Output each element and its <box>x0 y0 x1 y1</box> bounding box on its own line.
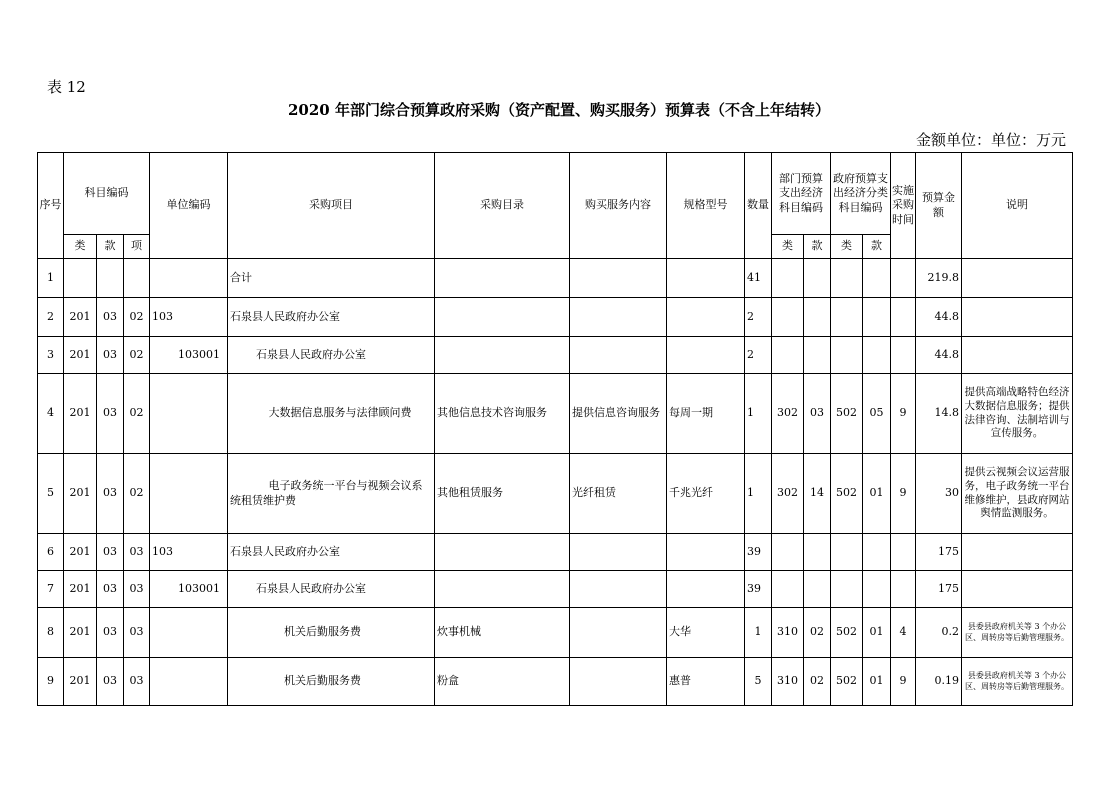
cell-qty: 1 <box>745 374 772 454</box>
header-amount: 预算金额 <box>916 153 962 259</box>
cell-service <box>570 337 667 374</box>
cell-xiang <box>124 259 150 298</box>
cell-xiang: 03 <box>124 608 150 658</box>
cell-qty: 1 <box>745 454 772 534</box>
cell-dept-lei <box>772 337 804 374</box>
cell-seq: 2 <box>38 298 64 337</box>
cell-spec <box>667 259 745 298</box>
cell-seq: 4 <box>38 374 64 454</box>
header-service: 购买服务内容 <box>570 153 667 259</box>
amount-unit-label: 金额单位：单位：万元 <box>915 131 1066 149</box>
table-row <box>38 259 1073 298</box>
cell-spec <box>667 534 745 571</box>
cell-dept-kuan: 02 <box>804 658 831 706</box>
cell-kuan: 03 <box>97 337 124 374</box>
cell-amount: 44.8 <box>916 298 962 337</box>
cell-gov-kuan <box>863 571 891 608</box>
cell-note: 提供高端战略特色经济大数据信息服务；提供法律咨询、法制培训与宣传服务。 <box>962 374 1073 454</box>
cell-lei: 201 <box>64 571 97 608</box>
cell-xiang: 02 <box>124 298 150 337</box>
cell-seq: 3 <box>38 337 64 374</box>
cell-catalog <box>435 259 570 298</box>
cell-service: 光纤租赁 <box>570 454 667 534</box>
cell-spec: 大华 <box>667 608 745 658</box>
cell-note: 提供云视频会议运营服务，电子政务统一平台维修维护，县政府网站舆情监测服务。 <box>962 454 1073 534</box>
table-row <box>38 298 1073 337</box>
table-row <box>38 337 1073 374</box>
header-dept-econ-code: 部门预算支出经济科目编码 <box>772 153 831 235</box>
cell-amount: 0.2 <box>916 608 962 658</box>
cell-lei: 201 <box>64 374 97 454</box>
cell-catalog <box>435 534 570 571</box>
cell-gov-lei <box>831 259 863 298</box>
header-subject-code: 科目编码 <box>64 153 150 235</box>
cell-kuan: 03 <box>97 658 124 706</box>
cell-note <box>962 534 1073 571</box>
cell-catalog: 炊事机械 <box>435 608 570 658</box>
cell-dept-kuan <box>804 259 831 298</box>
cell-unit-code <box>150 259 228 298</box>
cell-unit-code <box>150 374 228 454</box>
cell-seq: 9 <box>38 658 64 706</box>
cell-gov-lei: 502 <box>831 374 863 454</box>
cell-spec: 千兆光纤 <box>667 454 745 534</box>
cell-note <box>962 337 1073 374</box>
cell-catalog: 其他租赁服务 <box>435 454 570 534</box>
cell-amount: 44.8 <box>916 337 962 374</box>
table-header-row <box>38 153 1073 235</box>
cell-project: 石泉县人民政府办公室 <box>228 571 435 608</box>
cell-gov-kuan: 05 <box>863 374 891 454</box>
cell-gov-kuan <box>863 534 891 571</box>
cell-project: 机关后勤服务费 <box>228 608 435 658</box>
subheader-gov-lei: 类 <box>831 235 863 259</box>
cell-gov-lei <box>831 298 863 337</box>
cell-qty: 2 <box>745 298 772 337</box>
cell-amount: 175 <box>916 534 962 571</box>
cell-note: 县委县政府机关等 3 个办公区、周转房等后勤管理服务。 <box>962 608 1073 658</box>
cell-note: 县委县政府机关等 3 个办公区、周转房等后勤管理服务。 <box>962 658 1073 706</box>
cell-unit-code <box>150 454 228 534</box>
cell-unit-code: 103 <box>150 298 228 337</box>
cell-xiang: 03 <box>124 658 150 706</box>
cell-kuan: 03 <box>97 608 124 658</box>
cell-seq: 1 <box>38 259 64 298</box>
cell-project: 石泉县人民政府办公室 <box>228 298 435 337</box>
cell-unit-code <box>150 608 228 658</box>
cell-gov-kuan: 01 <box>863 608 891 658</box>
cell-spec <box>667 337 745 374</box>
cell-amount: 175 <box>916 571 962 608</box>
cell-impl-time <box>891 337 916 374</box>
cell-catalog <box>435 298 570 337</box>
cell-lei <box>64 259 97 298</box>
cell-dept-lei: 310 <box>772 608 804 658</box>
cell-amount: 14.8 <box>916 374 962 454</box>
cell-impl-time: 9 <box>891 658 916 706</box>
cell-service <box>570 298 667 337</box>
cell-xiang: 02 <box>124 337 150 374</box>
cell-dept-lei: 302 <box>772 454 804 534</box>
cell-dept-lei: 310 <box>772 658 804 706</box>
cell-spec: 每周一期 <box>667 374 745 454</box>
table-number: 表 12 <box>47 78 86 96</box>
cell-gov-lei: 502 <box>831 658 863 706</box>
cell-kuan: 03 <box>97 374 124 454</box>
header-seq: 序号 <box>38 153 64 259</box>
cell-amount: 30 <box>916 454 962 534</box>
cell-dept-lei: 302 <box>772 374 804 454</box>
cell-gov-lei <box>831 534 863 571</box>
cell-dept-kuan: 03 <box>804 374 831 454</box>
cell-dept-kuan <box>804 571 831 608</box>
cell-catalog: 其他信息技术咨询服务 <box>435 374 570 454</box>
table-row <box>38 571 1073 608</box>
cell-note <box>962 571 1073 608</box>
cell-kuan: 03 <box>97 534 124 571</box>
cell-service <box>570 571 667 608</box>
cell-lei: 201 <box>64 534 97 571</box>
cell-dept-lei <box>772 534 804 571</box>
cell-xiang: 02 <box>124 454 150 534</box>
cell-gov-kuan <box>863 337 891 374</box>
cell-unit-code: 103 <box>150 534 228 571</box>
header-note: 说明 <box>962 153 1073 259</box>
cell-gov-lei: 502 <box>831 454 863 534</box>
cell-unit-code <box>150 658 228 706</box>
cell-kuan: 03 <box>97 298 124 337</box>
cell-dept-kuan <box>804 534 831 571</box>
cell-kuan <box>97 259 124 298</box>
cell-gov-lei <box>831 571 863 608</box>
header-catalog: 采购目录 <box>435 153 570 259</box>
cell-impl-time <box>891 571 916 608</box>
table-row <box>38 658 1073 706</box>
cell-dept-kuan: 02 <box>804 608 831 658</box>
cell-gov-kuan: 01 <box>863 454 891 534</box>
cell-gov-kuan <box>863 259 891 298</box>
cell-qty: 5 <box>745 658 772 706</box>
cell-project: 合计 <box>228 259 435 298</box>
cell-impl-time: 9 <box>891 454 916 534</box>
subheader-dept-lei: 类 <box>772 235 804 259</box>
header-unit-code: 单位编码 <box>150 153 228 259</box>
cell-catalog <box>435 571 570 608</box>
cell-gov-lei: 502 <box>831 608 863 658</box>
document-title: 2020 年部门综合预算政府采购（资产配置、购买服务）预算表（不含上年结转） <box>288 101 830 119</box>
cell-service <box>570 259 667 298</box>
table-row <box>38 374 1073 454</box>
cell-amount: 0.19 <box>916 658 962 706</box>
cell-lei: 201 <box>64 337 97 374</box>
cell-project: 大数据信息服务与法律顾问费 <box>228 374 435 454</box>
cell-qty: 39 <box>745 534 772 571</box>
cell-seq: 5 <box>38 454 64 534</box>
subheader-dept-kuan: 款 <box>804 235 831 259</box>
cell-dept-lei <box>772 571 804 608</box>
cell-note <box>962 259 1073 298</box>
cell-seq: 8 <box>38 608 64 658</box>
cell-dept-kuan: 14 <box>804 454 831 534</box>
cell-impl-time <box>891 259 916 298</box>
header-qty: 数量 <box>745 153 772 259</box>
cell-catalog: 粉盒 <box>435 658 570 706</box>
subheader-kuan: 款 <box>97 235 124 259</box>
subheader-gov-kuan: 款 <box>863 235 891 259</box>
cell-xiang: 02 <box>124 374 150 454</box>
header-impl-time: 实施采购时间 <box>891 153 916 259</box>
cell-seq: 6 <box>38 534 64 571</box>
subheader-xiang: 项 <box>124 235 150 259</box>
cell-project: 石泉县人民政府办公室 <box>228 337 435 374</box>
cell-note <box>962 298 1073 337</box>
cell-unit-code: 103001 <box>150 337 228 374</box>
cell-dept-lei <box>772 259 804 298</box>
cell-project: 石泉县人民政府办公室 <box>228 534 435 571</box>
cell-catalog <box>435 337 570 374</box>
cell-lei: 201 <box>64 298 97 337</box>
cell-qty: 39 <box>745 571 772 608</box>
cell-unit-code: 103001 <box>150 571 228 608</box>
cell-qty: 2 <box>745 337 772 374</box>
cell-xiang: 03 <box>124 534 150 571</box>
cell-gov-kuan: 01 <box>863 658 891 706</box>
cell-spec: 惠普 <box>667 658 745 706</box>
cell-kuan: 03 <box>97 571 124 608</box>
table-row <box>38 454 1073 534</box>
cell-service <box>570 658 667 706</box>
cell-service <box>570 608 667 658</box>
cell-impl-time: 4 <box>891 608 916 658</box>
cell-service <box>570 534 667 571</box>
cell-lei: 201 <box>64 658 97 706</box>
subheader-lei: 类 <box>64 235 97 259</box>
cell-spec <box>667 298 745 337</box>
table-row <box>38 534 1073 571</box>
cell-impl-time: 9 <box>891 374 916 454</box>
cell-lei: 201 <box>64 608 97 658</box>
cell-amount: 219.8 <box>916 259 962 298</box>
cell-project: 机关后勤服务费 <box>228 658 435 706</box>
cell-dept-kuan <box>804 298 831 337</box>
cell-dept-kuan <box>804 337 831 374</box>
cell-qty: 1 <box>745 608 772 658</box>
cell-gov-lei <box>831 337 863 374</box>
cell-spec <box>667 571 745 608</box>
cell-service: 提供信息咨询服务 <box>570 374 667 454</box>
header-spec: 规格型号 <box>667 153 745 259</box>
procurement-budget-table <box>37 152 1073 706</box>
cell-impl-time <box>891 298 916 337</box>
cell-dept-lei <box>772 298 804 337</box>
header-project: 采购项目 <box>228 153 435 259</box>
cell-impl-time <box>891 534 916 571</box>
cell-qty: 41 <box>745 259 772 298</box>
cell-project: 电子政务统一平台与视频会议系统租赁维护费 <box>228 454 435 534</box>
cell-gov-kuan <box>863 298 891 337</box>
cell-kuan: 03 <box>97 454 124 534</box>
table-row <box>38 608 1073 658</box>
cell-lei: 201 <box>64 454 97 534</box>
cell-seq: 7 <box>38 571 64 608</box>
cell-xiang: 03 <box>124 571 150 608</box>
header-gov-econ-code: 政府预算支出经济分类科目编码 <box>831 153 891 235</box>
